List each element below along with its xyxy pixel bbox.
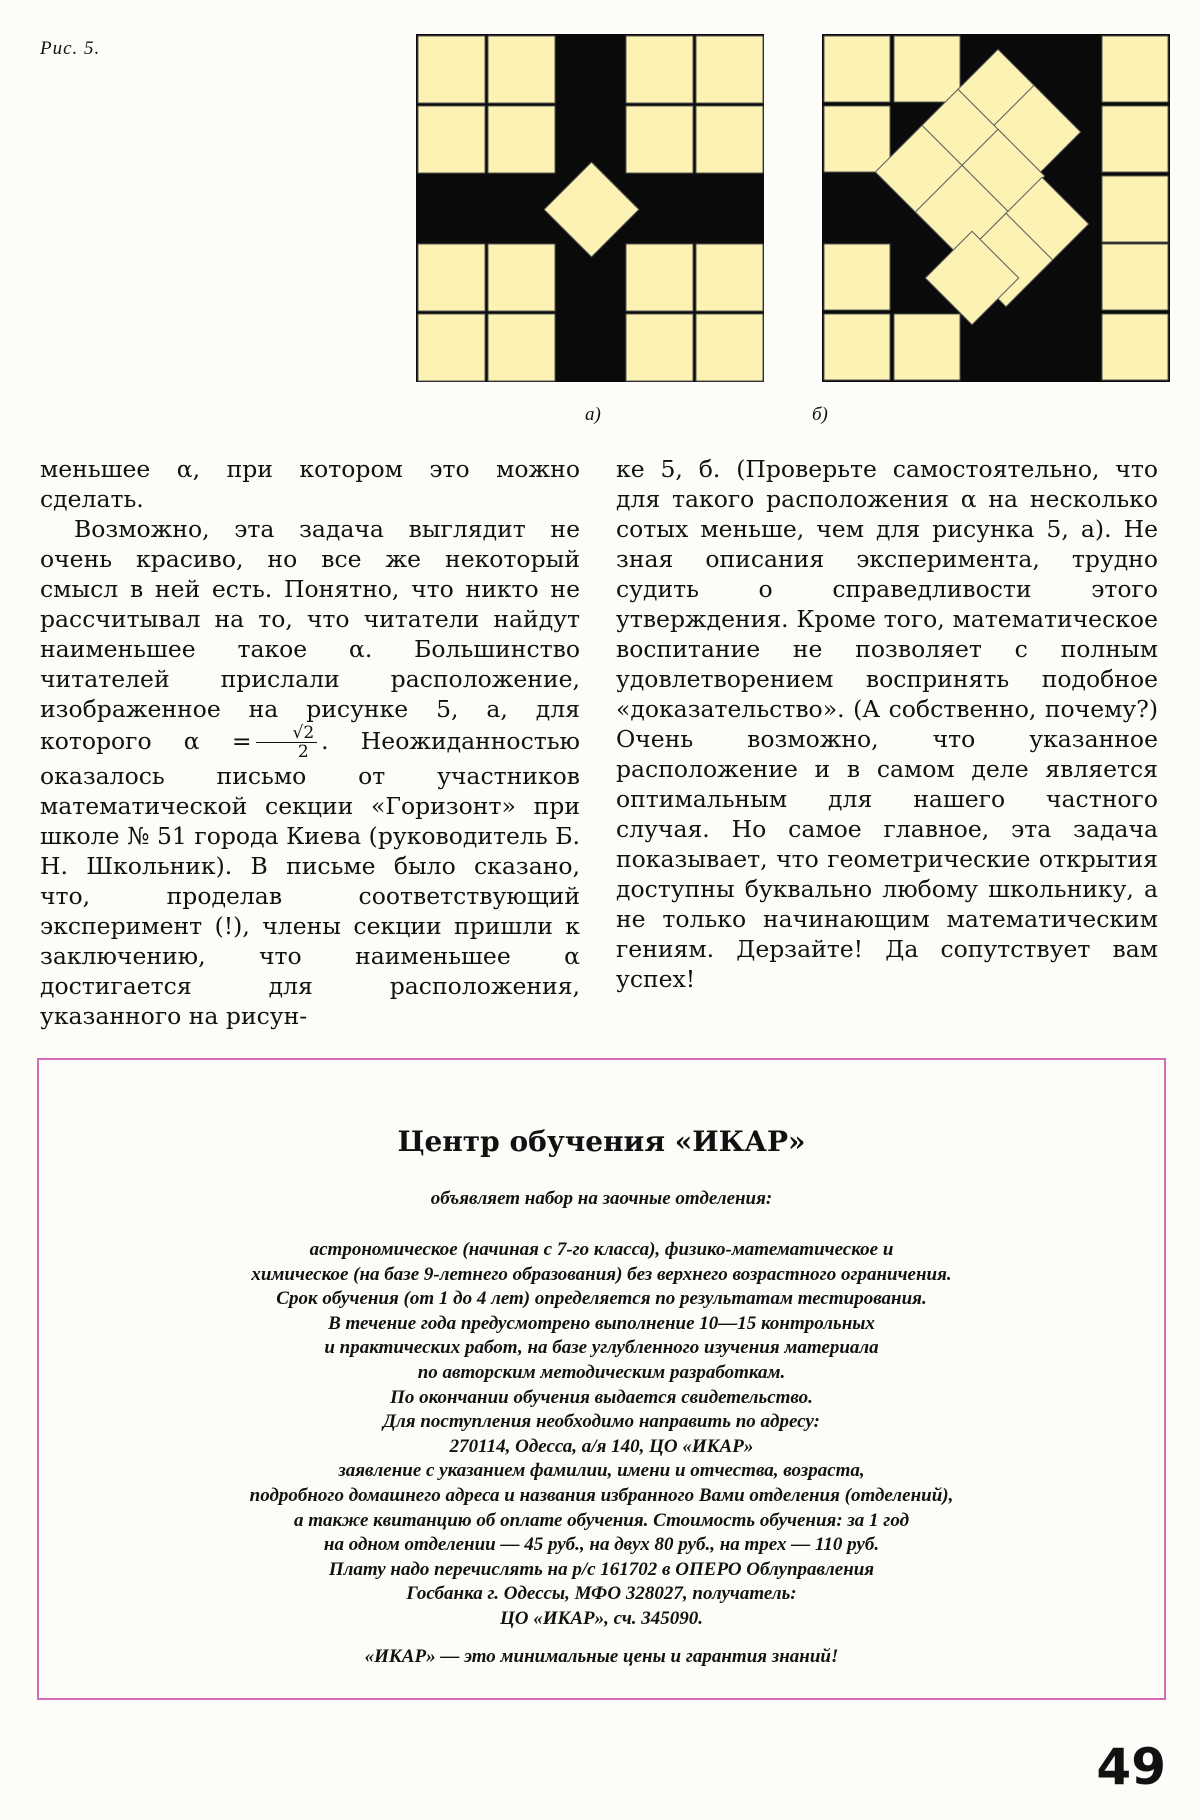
ad-line: ЦО «ИКАР», сч. 345090. — [499, 1607, 704, 1629]
ad-title: Центр обучения «ИКАР» — [397, 1125, 806, 1158]
figure-5a-tile — [626, 36, 693, 103]
figure-5a-tile — [418, 314, 485, 381]
figure-5b-tile — [1102, 314, 1168, 380]
figure-label: Рис. 5. — [40, 38, 101, 59]
figure-5a-tile — [696, 106, 763, 173]
ad-line: по авторским методическим разработкам. — [417, 1361, 786, 1383]
page-number: 49 — [1096, 1738, 1166, 1796]
figure-5a-tile — [626, 314, 693, 381]
figure-5a-drawing — [416, 34, 764, 382]
article-paragraph-3: ке 5, б. (Проверьте самостоятельно, что для такого расположения α на несколько сотых меньше, чем для рисунка 5, а). Не зная описания эксперимента, трудно судить о справедливости этого утверждения. Кроме того, математическое воспитание не позволяет с полным удовлетворением воспринять подобное «доказательство». (А собственно, почему?) Очень возможно, что указанное расположение и в самом деле является оптимальным для нашего частного случая. Но самое главное, эта задача показывает, что геометрические открытия доступны буквально любому школьнику, а не только начинающим математическим гениям. Дерзайте! Да сопутствует вам успех! — [616, 455, 1158, 993]
figure-5a-tile — [418, 106, 485, 173]
ad-subtitle: объявляет набор на заочные отделения: — [430, 1188, 773, 1209]
figure-5b-tile — [824, 314, 890, 380]
article-right-column — [616, 454, 1158, 994]
ad-line: и практических работ, на базе углубленного изучения материала — [324, 1337, 879, 1359]
ad-line: По окончании обучения выдается свидетельство. — [390, 1386, 813, 1408]
sqrt2-over-2-fraction — [256, 724, 318, 761]
figure-5a — [416, 34, 764, 382]
ad-line: на одном отделении — 45 руб., на двух 80 руб., на трех — 110 руб. — [323, 1534, 880, 1556]
ad-line: Госбанка г. Одессы, МФО 328027, получатель: — [406, 1583, 797, 1605]
article-paragraph-2 — [40, 514, 580, 1031]
ad-line: Для поступления необходимо направить по адресу: — [383, 1411, 820, 1433]
figure-5b-caption: б) — [812, 404, 828, 425]
figure-5b-tile — [824, 36, 890, 102]
fraction-numerator: √2 — [256, 724, 318, 743]
figure-5b-tile — [824, 106, 890, 172]
figure-5a-tile — [418, 244, 485, 311]
figure-5b-tile — [894, 36, 960, 102]
ad-body — [39, 1238, 1164, 1632]
figure-5b-tile — [894, 314, 960, 380]
article-left-column — [40, 454, 580, 1031]
figure-5a-tile — [696, 36, 763, 103]
article-paragraph-2-start: Возможно, эта задача выглядит не очень красиво, но все же некоторый смысл в ней есть. Понятно, что никто не рассчитывал на то, что читатели найдут наименьшее такое α. Большинство читателей прислали расположение, изображенное на рисунке 5, а, для которого α = — [40, 515, 580, 755]
ad-line: подробного домашнего адреса и названия избранного Вами отделения (отделений), — [249, 1484, 954, 1506]
figure-5b-tile — [824, 244, 890, 310]
ad-line: астрономическое (начиная с 7-го класса), физико-математическое и — [309, 1239, 894, 1260]
figure-5b — [822, 34, 1170, 382]
figure-5a-tile — [696, 314, 763, 381]
figure-5b-tile — [1102, 36, 1168, 102]
figure-5a-tile — [418, 36, 485, 103]
fraction-denominator: 2 — [297, 742, 309, 762]
ad-line: заявление с указанием фамилии, имени и отчества, возраста, — [338, 1460, 865, 1482]
ad-address-line: 270114, Одесса, а/я 140, ЦО «ИКАР» — [449, 1435, 754, 1457]
ad-line: Срок обучения (от 1 до 4 лет) определяется по результатам тестирования. — [276, 1288, 927, 1310]
figure-5a-tile — [488, 244, 555, 311]
figure-5a-caption: а) — [585, 404, 601, 425]
ad-slogan: «ИКАР» — это минимальные цены и гарантия знаний! — [364, 1646, 839, 1667]
figure-5b-tile — [1102, 176, 1168, 242]
ikar-advertisement — [37, 1058, 1166, 1700]
article-paragraph-2-end: . Неожиданностью оказалось письмо от участников математической секции «Горизонт» при школе № 51 города Киева (руководитель Б. Н. Школьник). В письме было сказано, что, проделав соответствующий эксперимент (!), члены секции пришли к заключению, что наименьшее α достигается для расположения, указанного на рисун- — [40, 727, 580, 1030]
figure-5a-tile — [488, 314, 555, 381]
figure-5b-drawing — [822, 34, 1170, 382]
ad-line: химическое (на базе 9-летнего образования) без верхнего возрастного ограничения. — [251, 1263, 952, 1285]
figure-5b-tile — [1102, 244, 1168, 310]
figure-5a-tile — [488, 36, 555, 103]
figure-5a-tile — [488, 106, 555, 173]
figure-5a-tile — [626, 244, 693, 311]
figure-5a-tile — [626, 106, 693, 173]
ad-line: Плату надо перечислять на р/с 161702 в ОПЕРО Облуправления — [328, 1558, 875, 1580]
ad-line: В течение года предусмотрено выполнение 10—15 контрольных — [328, 1312, 875, 1334]
figure-5a-tile — [696, 244, 763, 311]
ad-line: а также квитанцию об оплате обучения. Стоимость обучения: за 1 год — [293, 1509, 910, 1531]
article-paragraph-1: меньшее α, при котором это можно сделать. — [40, 455, 580, 513]
figure-5b-tile — [1102, 106, 1168, 172]
